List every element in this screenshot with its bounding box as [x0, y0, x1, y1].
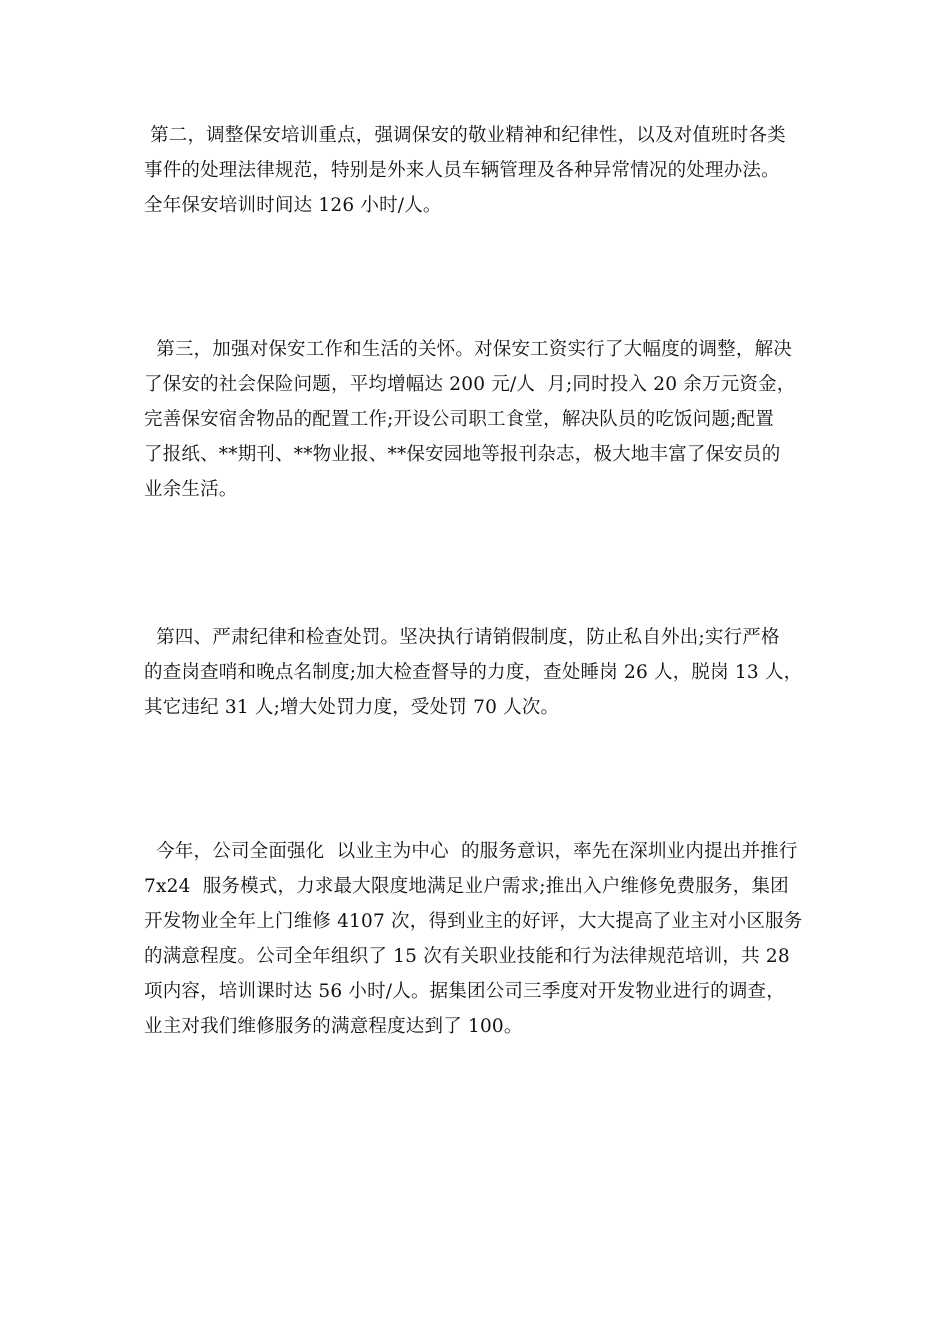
- text-line: 开发物业全年上门维修 4107 次，得到业主的好评，大大提高了业主对小区服务: [144, 911, 803, 932]
- paragraph-discipline: [144, 620, 808, 725]
- text-line: 了报纸、**期刊、**物业报、**保安园地等报刊杂志，极大地丰富了保安员的: [144, 444, 781, 465]
- text-line: 的查岗查哨和晚点名制度;加大检查督导的力度，查处睡岗 26 人，脱岗 13 人，: [144, 662, 803, 683]
- text-line: 的满意程度。公司全年组织了 15 次有关职业技能和行为法律规范培训，共 28: [144, 946, 790, 967]
- text-line: 了保安的社会保险问题，平均增幅达 200 元/人 月;同时投入 20 余万元资金，: [144, 374, 796, 395]
- paragraph-security-welfare: [144, 332, 808, 507]
- paragraph-owner-service: [144, 834, 808, 1044]
- text-line: 业主对我们维修服务的满意程度达到了 100。: [144, 1016, 523, 1037]
- text-line: 完善保安宿舍物品的配置工作;开设公司职工食堂，解决队员的吃饭问题;配置: [144, 409, 774, 430]
- text-line: 第四、严肃纪律和检查处罚。坚决执行请销假制度，防止私自外出;实行严格: [144, 627, 780, 648]
- text-line: 全年保安培训时间达 126 小时/人。: [144, 195, 442, 216]
- paragraph-security-training: [144, 118, 808, 223]
- text-line: 其它违纪 31 人;增大处罚力度，受处罚 70 人次。: [144, 697, 560, 718]
- text-line: 项内容，培训课时达 56 小时/人。据集团公司三季度对开发物业进行的调查，: [144, 981, 785, 1002]
- text-line: 7x24 服务模式，力求最大限度地满足业户需求;推出入户维修免费服务，集团: [144, 876, 789, 897]
- text-line: 业余生活。: [144, 479, 238, 500]
- text-line: 第二，调整保安培训重点，强调保安的敬业精神和纪律性，以及对值班时各类: [144, 125, 786, 146]
- text-line: 今年，公司全面强化 以业主为中心 的服务意识，率先在深圳业内提出并推行: [144, 841, 798, 862]
- text-line: 第三，加强对保安工作和生活的关怀。对保安工资实行了大幅度的调整，解决: [144, 339, 792, 360]
- text-line: 事件的处理法律规范，特别是外来人员车辆管理及各种异常情况的处理办法。: [144, 160, 780, 181]
